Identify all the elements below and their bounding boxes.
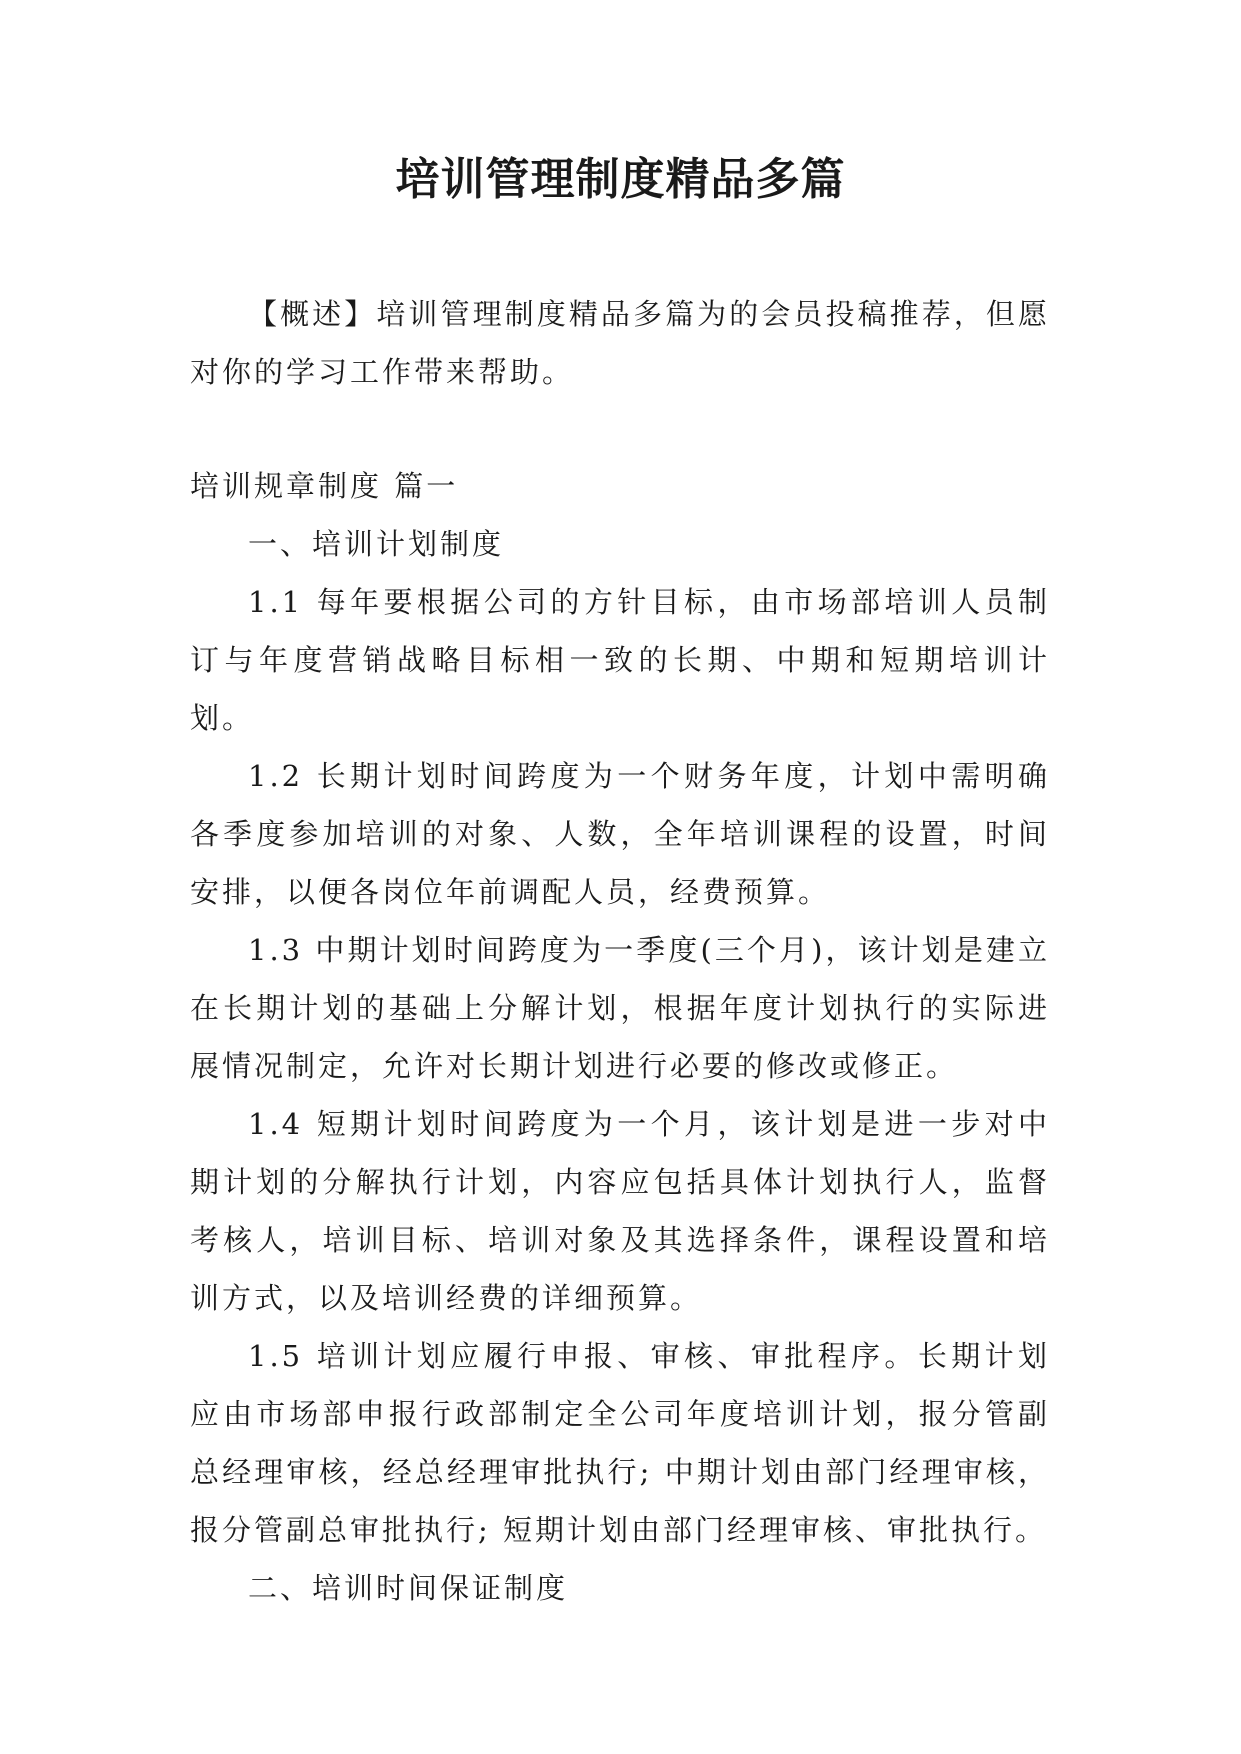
heading-training-time: 二、培训时间保证制度 (248, 1571, 569, 1605)
paragraph-1-3: 1.3 中期计划时间跨度为一季度(三个月)，该计划是建立在长期计划的基础上分解计划，根据年度计划执行的实际进展情况制定，允许对长期计划进行必要的修改或修正。 (190, 933, 1050, 1083)
heading-training-plan: 一、培训计划制度 (248, 527, 505, 561)
section-heading: 培训规章制度 篇一 (190, 469, 459, 503)
section-body (190, 457, 1050, 1617)
paragraph-1-4: 1.4 短期计划时间跨度为一个月，该计划是进一步对中期计划的分解执行计划，内容应包括具体计划执行人，监督考核人，培训目标、培训对象及其选择条件，课程设置和培训方式，以及培训经费的详细预算。 (190, 1107, 1050, 1315)
summary-paragraph: 【概述】培训管理制度精品多篇为的会员投稿推荐，但愿对你的学习工作带来帮助。 (190, 297, 1050, 389)
paragraph-1-5: 1.5 培训计划应履行申报、审核、审批程序。长期计划应由市场部申报行政部制定全公司年度培训计划，报分管副总经理审核，经总经理审批执行; 中期计划由部门经理审核，报分管副总审批执行; 短期计划由部门经理审核、审批执行。 (190, 1339, 1050, 1547)
summary-block (190, 285, 1050, 401)
paragraph-1-1: 1.1 每年要根据公司的方针目标，由市场部培训人员制订与年度营销战略目标相一致的长期、中期和短期培训计划。 (190, 585, 1050, 735)
document-title: 培训管理制度精品多篇 (395, 154, 846, 205)
paragraph-1-2: 1.2 长期计划时间跨度为一个财务年度，计划中需明确各季度参加培训的对象、人数，全年培训课程的设置，时间安排，以便各岗位年前调配人员，经费预算。 (190, 759, 1050, 909)
